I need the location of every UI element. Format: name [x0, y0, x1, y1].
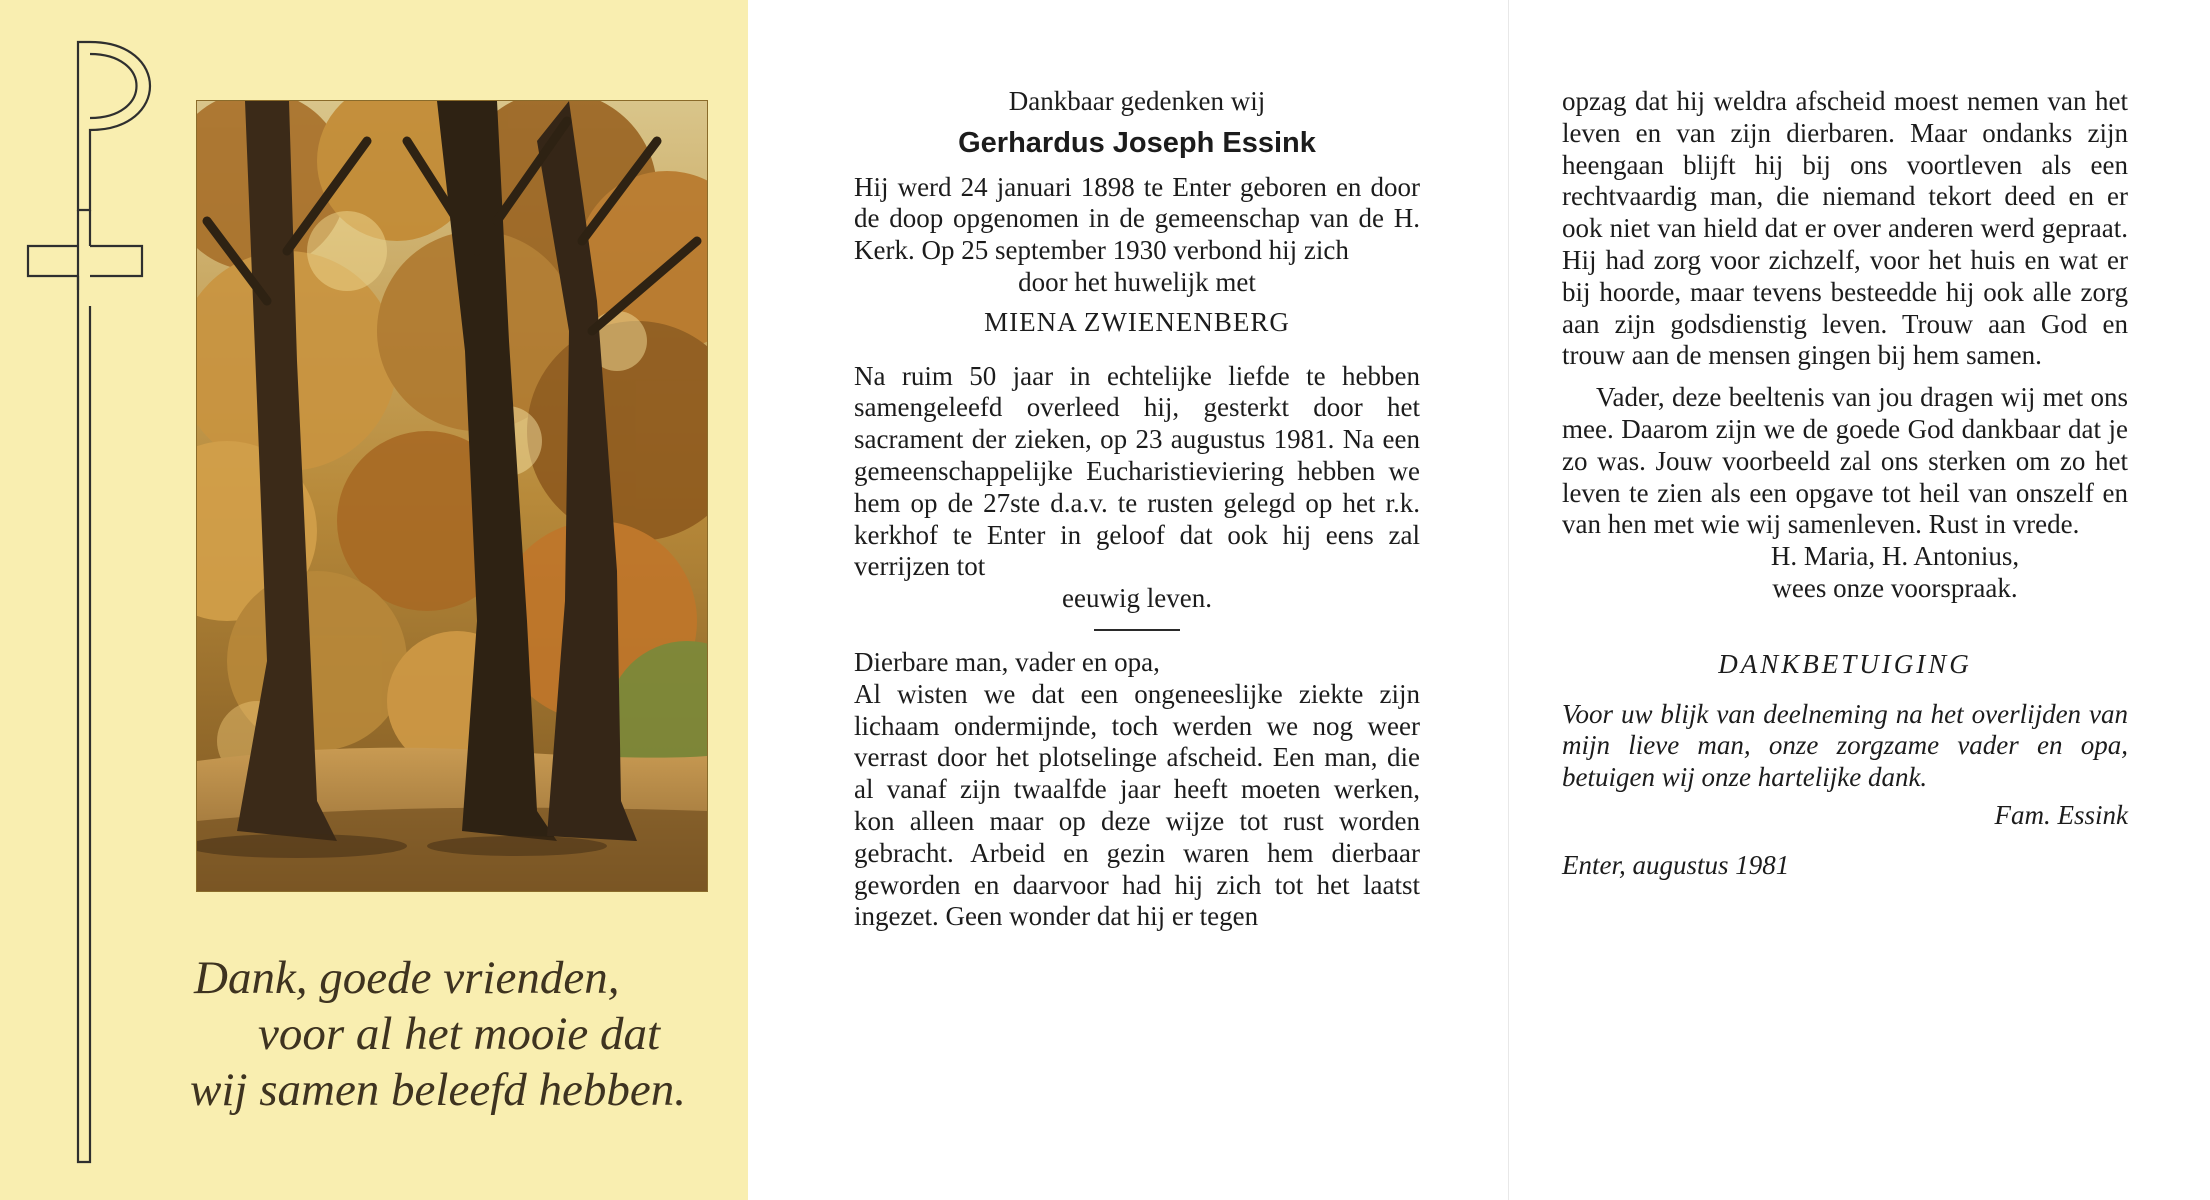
section-divider — [1094, 629, 1180, 631]
intro-line: Dankbaar gedenken wij — [1008, 86, 1266, 116]
birth-paragraph: Hij werd 24 januari 1898 te Enter geboren en door de doop opgenomen in de gemeenschap van de H. Kerk. Op 25 september 1930 verbond hij zich — [854, 171, 1420, 266]
birth-last-line: door het huwelijk met — [1018, 266, 1256, 297]
thanks-heading: DANKBETUIGING — [1718, 648, 1972, 679]
spouse-name: MIENA ZWIENENBERG — [984, 306, 1290, 337]
memorial-text-column-right — [1562, 86, 2128, 882]
saints-line-2: wees onze voorspraak. — [1772, 572, 2018, 603]
death-paragraph: Na ruim 50 jaar in echtelijke liefde te hebben samengeleefd overleed hij, gesterkt door het sacrament der zieken, op 23 augustus 1981. Na een gemeenschappelijke Eucharistieviering hebben we hem op de 27ste d.a.v. te rusten gelegd op het r.k. kerkhof te Enter in geloof dat ook hij eens zal verrijzen tot — [854, 360, 1420, 582]
death-last-line: eeuwig leven. — [1062, 583, 1212, 614]
farewell-paragraph: Vader, deze beeltenis van jou dragen wij met ons mee. Daarom zijn we de goede God dankbaar dat je zo was. Jouw voorbeeld zal ons sterken om zo het leven te zien als een opgave tot heil van onszelf en van hen met wie wij samenleven. Rust in vrede. — [1562, 382, 2128, 540]
memoir-paragraph: Al wisten we dat een ongeneeslijke ziekte zijn lichaam ondermijnde, toch werden we nog weer verrast door het plotselinge afscheid. Een man, die al vanaf zijn twaalfde jaar heeft moeten werken, kon alleen maar op deze wijze tot rust worden gebracht. Arbeid en gezin waren hem dierbaar geworden en daarvoor had hij zich tot het laatst ingezet. Geen wonder dat hij er tegen — [854, 678, 1420, 932]
memorial-text-column — [854, 86, 1420, 933]
deceased-name: Gerhardus Joseph Essink — [958, 126, 1316, 159]
place-date: Enter, augustus 1981 — [1562, 849, 1790, 880]
address-line: Dierbare man, vader en opa, — [854, 646, 1160, 677]
verse-line-3: wij samen beleefd hebben. — [190, 1064, 686, 1116]
card-front-panel — [0, 0, 748, 1200]
saints-line-1: H. Maria, H. Antonius, — [1770, 541, 2020, 572]
chi-rho-cross-icon — [20, 30, 180, 1170]
verse-text — [180, 950, 740, 1118]
autumn-forest-photo — [196, 100, 708, 892]
continuation-paragraph: opzag dat hij weldra afscheid moest nemen van het leven en van zijn dierbaren. Maar ondanks zijn heengaan blijft hij bij ons voortleven als een rechtvaardig man, die niemand tekort deed en er ook niet van hield dat er over anderen werd gepraat. Hij had zorg voor zichzelf, voor het huis en wat er bij hoorde, maar tevens besteedde hij ook alle zorg aan zijn godsdienstig leven. Trouw aan God en trouw aan de mensen gingen bij hem samen. — [1562, 86, 2128, 371]
verse-line-2: voor al het mooie dat — [258, 1008, 661, 1060]
family-signature: Fam. Essink — [1994, 799, 2128, 830]
verse-line-1: Dank, goede vrienden, — [194, 952, 620, 1004]
thanks-paragraph: Voor uw blijk van deelneming na het overlijden van mijn lieve man, onze zorgzame vader en opa, betuigen wij onze hartelijke dank. — [1562, 698, 2128, 793]
